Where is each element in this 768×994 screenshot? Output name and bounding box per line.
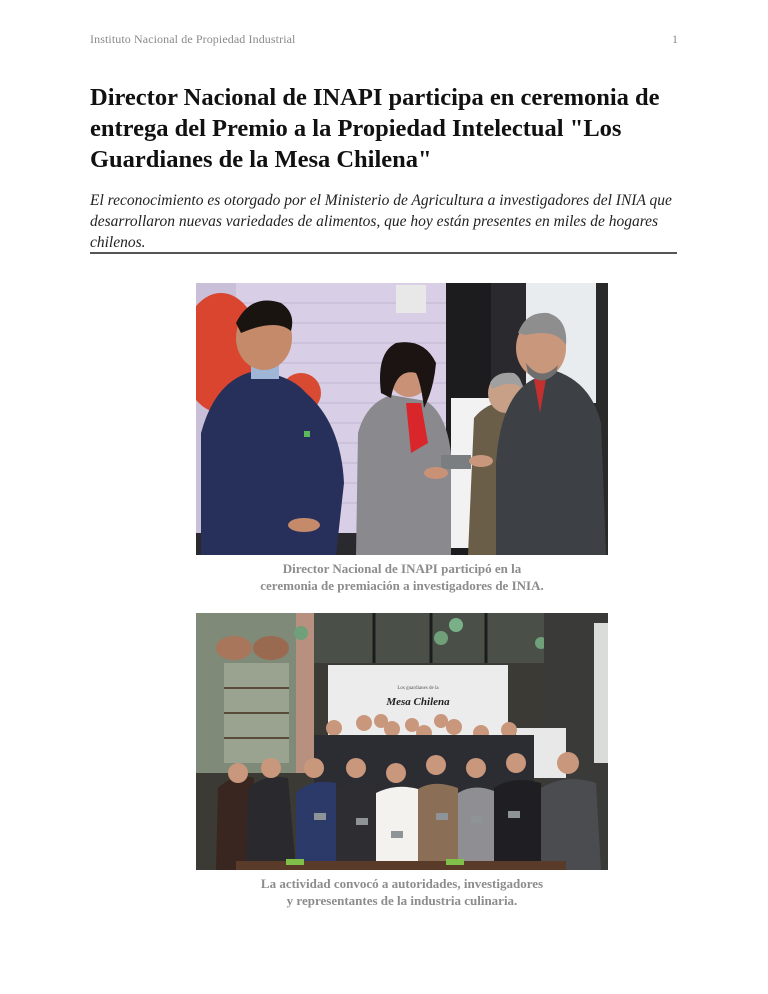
figure-2-caption <box>196 875 608 909</box>
running-header: Instituto Nacional de Propiedad Industrial <box>90 32 296 46</box>
article-title: Director Nacional de INAPI participa en ceremonia de entrega del Premio a la Propiedad Intelectual "Los Guardianes de la Mesa Chilena" <box>90 84 660 173</box>
figure-2-caption-line-1: La actividad convocó a autoridades, investigadores <box>260 876 544 891</box>
divider-rule <box>90 252 677 254</box>
ceremony-photo <box>196 283 608 555</box>
figure-1-caption-line-1: Director Nacional de INAPI participó en la <box>282 561 522 576</box>
figure-2-caption-line-2: y representantes de la industria culinaria. <box>286 893 518 908</box>
figure-1-caption-line-2: ceremonia de premiación a investigadores de INIA. <box>260 578 544 593</box>
ceremony-photo-illustration <box>196 283 608 555</box>
screen-title-text: Mesa Chilena <box>386 696 450 708</box>
screen-small-text: Los guardianes de la <box>397 686 439 691</box>
page-number: 1 <box>672 32 678 46</box>
group-photo <box>196 613 608 870</box>
article-lede: El reconocimiento es otorgado por el Ministerio de Agricultura a investigadores del INIA que desarrollaron nuevas variedades de alimentos, que hoy están presentes en miles de hogares chilenos. <box>90 192 672 251</box>
figure-1-caption <box>196 560 608 594</box>
group-photo-illustration <box>196 613 608 870</box>
